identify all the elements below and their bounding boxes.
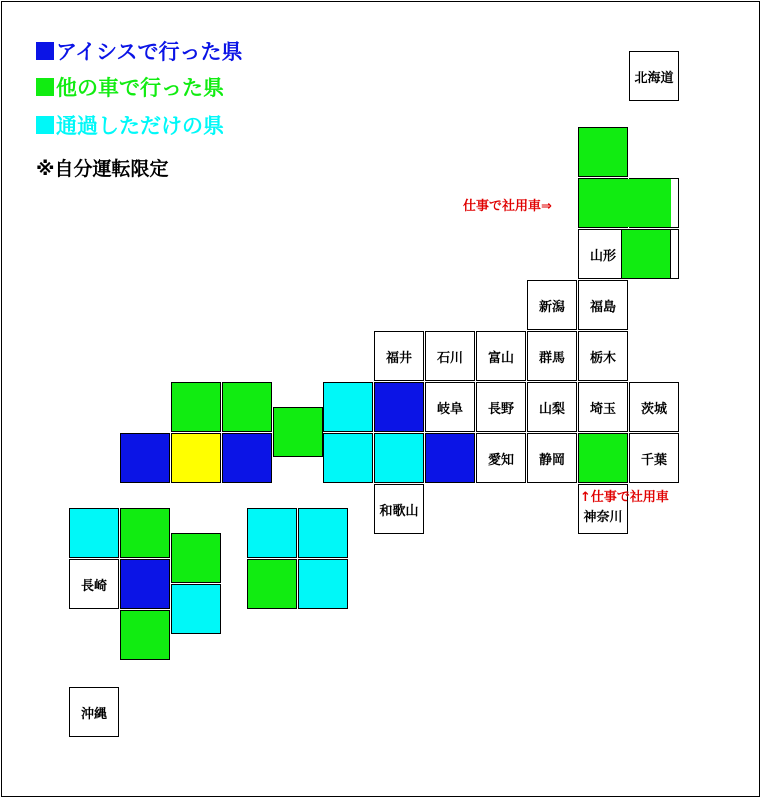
pref-fukushima: 福島 [578, 280, 628, 330]
annotation-tohoku-work: 仕事で社用車⇒ [463, 199, 552, 214]
pref-hokkaido: 北海道 [629, 51, 679, 101]
pref-okayama [222, 433, 272, 483]
pref-wakayama: 和歌山 [374, 484, 424, 534]
pref-chiba: 千葉 [629, 433, 679, 483]
legend-other-car [36, 72, 224, 102]
legend-isis [36, 36, 242, 66]
pref-mie [425, 433, 475, 483]
pref-ibaraki: 茨城 [629, 382, 679, 432]
pref-miyagi [621, 229, 671, 279]
pref-shiga [323, 382, 373, 432]
tohoku-work-overlay [579, 179, 671, 227]
pref-tottori [222, 382, 272, 432]
pref-fukuoka-west [69, 508, 119, 558]
note-text: ※自分運転限定 [36, 158, 169, 180]
pref-kochi [247, 559, 297, 609]
pref-shizuoka: 静岡 [527, 433, 577, 483]
pref-niigata: 新潟 [527, 280, 577, 330]
pref-nara [374, 433, 424, 483]
pref-gifu: 岐阜 [425, 382, 475, 432]
pref-saitama: 埼玉 [578, 382, 628, 432]
pref-okinawa: 沖縄 [69, 687, 119, 737]
pref-kumamoto [120, 559, 170, 609]
pref-hyogo [273, 407, 323, 457]
pref-aichi: 愛知 [476, 433, 526, 483]
legend-label: 通過しただけの県 [56, 114, 224, 138]
pref-oita [171, 533, 221, 583]
pref-yamagata: 山形 [578, 229, 628, 279]
legend-swatch-green [36, 78, 54, 96]
legend-label: 他の車で行った県 [56, 76, 224, 100]
pref-nagano: 長野 [476, 382, 526, 432]
pref-aomori [578, 127, 628, 177]
pref-miyazaki [171, 584, 221, 634]
pref-kyoto [374, 382, 424, 432]
pref-ehime [247, 508, 297, 558]
pref-fukuoka [120, 508, 170, 558]
pref-nagasaki: 長崎 [69, 559, 119, 609]
pref-gunma: 群馬 [527, 331, 577, 381]
legend-passed [36, 110, 224, 140]
pref-tochigi: 栃木 [578, 331, 628, 381]
pref-shimane [171, 382, 221, 432]
pref-ishikawa: 石川 [425, 331, 475, 381]
legend-swatch-cyan [36, 116, 54, 134]
pref-yamaguchi [120, 433, 170, 483]
pref-fukui: 福井 [374, 331, 424, 381]
pref-osaka [323, 433, 373, 483]
pref-kagawa [298, 508, 348, 558]
pref-hiroshima [171, 433, 221, 483]
pref-toyama: 富山 [476, 331, 526, 381]
legend-label: アイシスで行った県 [56, 40, 243, 64]
annotation-kanagawa-work: ↑仕事で社用車 [580, 490, 669, 505]
pref-tokushima [298, 559, 348, 609]
pref-yamanashi: 山梨 [527, 382, 577, 432]
pref-kagoshima [120, 610, 170, 660]
pref-tokyo [578, 433, 628, 483]
legend-swatch-blue [36, 42, 54, 60]
pref-kanagawa: 神奈川 [578, 484, 628, 534]
